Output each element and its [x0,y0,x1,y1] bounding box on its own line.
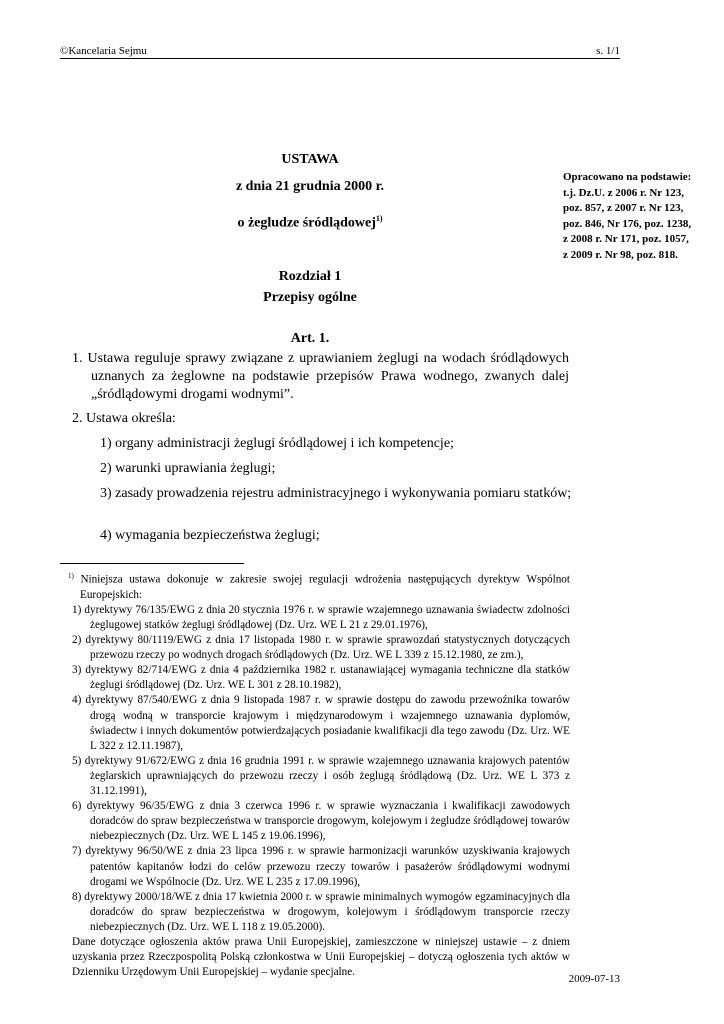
consolidation-note: Opracowano na podstawie: t.j. Dz.U. z 2006 r. Nr 123, poz. 857, z 2007 r. Nr 123, poz. 846, Nr 176, poz. 1238, z 2008 r. Nr 171, poz. 1057, z 2009 r. Nr 98, poz. 818. [563,171,692,261]
point-4: 4) wymagania bezpieczeństwa żeglugi; [100,528,320,543]
chapter-name: Przepisy ogólne [263,290,357,305]
act-type: USTAWA [281,152,339,167]
footnote-item: 1) dyrektywy 76/135/EWG z dnia 20 stycznia 1976 r. w sprawie wzajemnego uznawania świadectw zdolności żeglugowej statków żeglugi śródlądowej (Dz. Urz. WE L 21 z 29.01.1976), [72,603,570,632]
article-paragraph [72,350,569,404]
footnote-intro-text: Niniejsza ustawa dokonuje w zakresie swojej regulacji wdrożenia następujących dyrektyw Wspólnot Europejskich: [80,573,571,601]
paragraph-1: 1. Ustawa reguluje sprawy związane z uprawianiem żeglugi na wodach śródlądowych uznanych za żeglowne na podstawie przepisów Prawa wodnego, zwanych dalej „śródlądowymi drogami wodnymi”. [72,351,569,402]
footnote-item: 5) dyrektywy 91/672/EWG z dnia 16 grudnia 1991 r. w sprawie wzajemnego uznawania krajowych patentów żeglarskich uprawniających do przewozu rzeczy i osób żeglugą śródlądową (Dz. Urz. WE L 373 z 31.12.1991), [72,754,570,798]
footnote-item: 3) dyrektywy 82/714/EWG z dnia 4 października 1982 r. ustanawiającej wymagania techniczne dla statków żeglugi śródlądowej (Dz. Urz. WE L 301 z 28.10.1982), [72,664,570,692]
footnote-item: 7) dyrektywy 96/50/WE z dnia 23 lipca 1996 r. w sprawie harmonizacji warunków uzyskiwania krajowych patentów kapitanów łodzi do celów przewozu rzeczy towarów i pasażerów śródlądowymi wodnymi drogami we Wspólnocie (Dz. Urz. WE L 235 z 17.09.1996), [72,845,570,888]
footnote-mark: 1) [68,572,74,580]
footnote-tail: Dane dotyczące ogłoszenia aktów prawa Unii Europejskiej, zamieszczone w niniejszej ustawie – z dniem uzyskania przez Rzeczpospolitą Polską członkostwa w Unii Europejskiej – dotyczą ogłoszenia tych aktów w Dzienniku Urzędowym Unii Europejskiej – wydanie specjalne. [72,935,570,979]
article-paragraph [72,410,569,428]
header-divider [60,58,620,59]
footnotes [68,569,570,980]
header-source: ©Kancelaria Sejmu [60,45,147,57]
footnote-reference: 1) [375,214,383,223]
footnote-item: 2) dyrektywy 80/1119/EWG z dnia 17 listopada 1980 r. w sprawie sprawozdań statystycznych dotyczących przewozu rzeczy po wodnych drogach śródlądowych (Dz. Urz. WE L 339 z 15.12.1980, ze zm.), [72,634,570,662]
chapter-number: Rozdział 1 [278,269,342,284]
footnote-item: 8) dyrektywy 2000/18/WE z dnia 17 kwietnia 2000 r. w sprawie minimalnych wymogów egzaminacyjnych dla doradców do spraw bezpieczeństwa w drogowym, kolejowym i śródlądowym transporcie rzeczy niebezpiecznych (Dz. Urz. WE L 118 z 19.05.2000). [72,890,570,933]
document-date: 2009-07-13 [568,973,620,985]
footnote-intro [68,569,570,603]
footnote-divider [60,563,244,564]
point-3: 3) zasady prowadzenia rejestru administracyjnego i wykonywania pomiaru statków; [100,486,572,501]
act-subject-text: o żegludze śródlądowej [237,215,376,231]
paragraph-2: 2. Ustawa określa: [72,411,176,426]
act-date: z dnia 21 grudnia 2000 r. [235,179,385,194]
point-2: 2) warunki uprawiania żeglugi; [100,461,276,476]
footnote-item: 4) dyrektywy 87/540/EWG z dnia 9 listopada 1987 r. w sprawie dostępu do zawodu przewoźnika towarów drogą wodną w transporcie krajowym i międzynarodowym i wzajemnego uznawania dyplomów, świadectw i innych dokumentów potwierdzających posiadanie kwalifikacji dla tego zawodu (Dz. Urz. WE L 322 z 12.11.1987), [72,694,570,752]
article-label: Art. 1. [290,331,330,346]
footnote-item: 6) dyrektywy 96/35/EWG z dnia 3 czerwca 1996 r. w sprawie wyznaczania i kwalifikacji zawodowych doradców do spraw bezpieczeństwa w transporcie drogowym, kolejowym i żegludze śródlądowej towarów niebezpiecznych (Dz. Urz. WE L 145 z 19.06.1996), [72,800,570,843]
point-1: 1) organy administracji żeglugi śródlądowej i ich kompetencje; [100,436,454,451]
page-number: s. 1/1 [596,45,620,57]
act-subject [110,214,510,232]
